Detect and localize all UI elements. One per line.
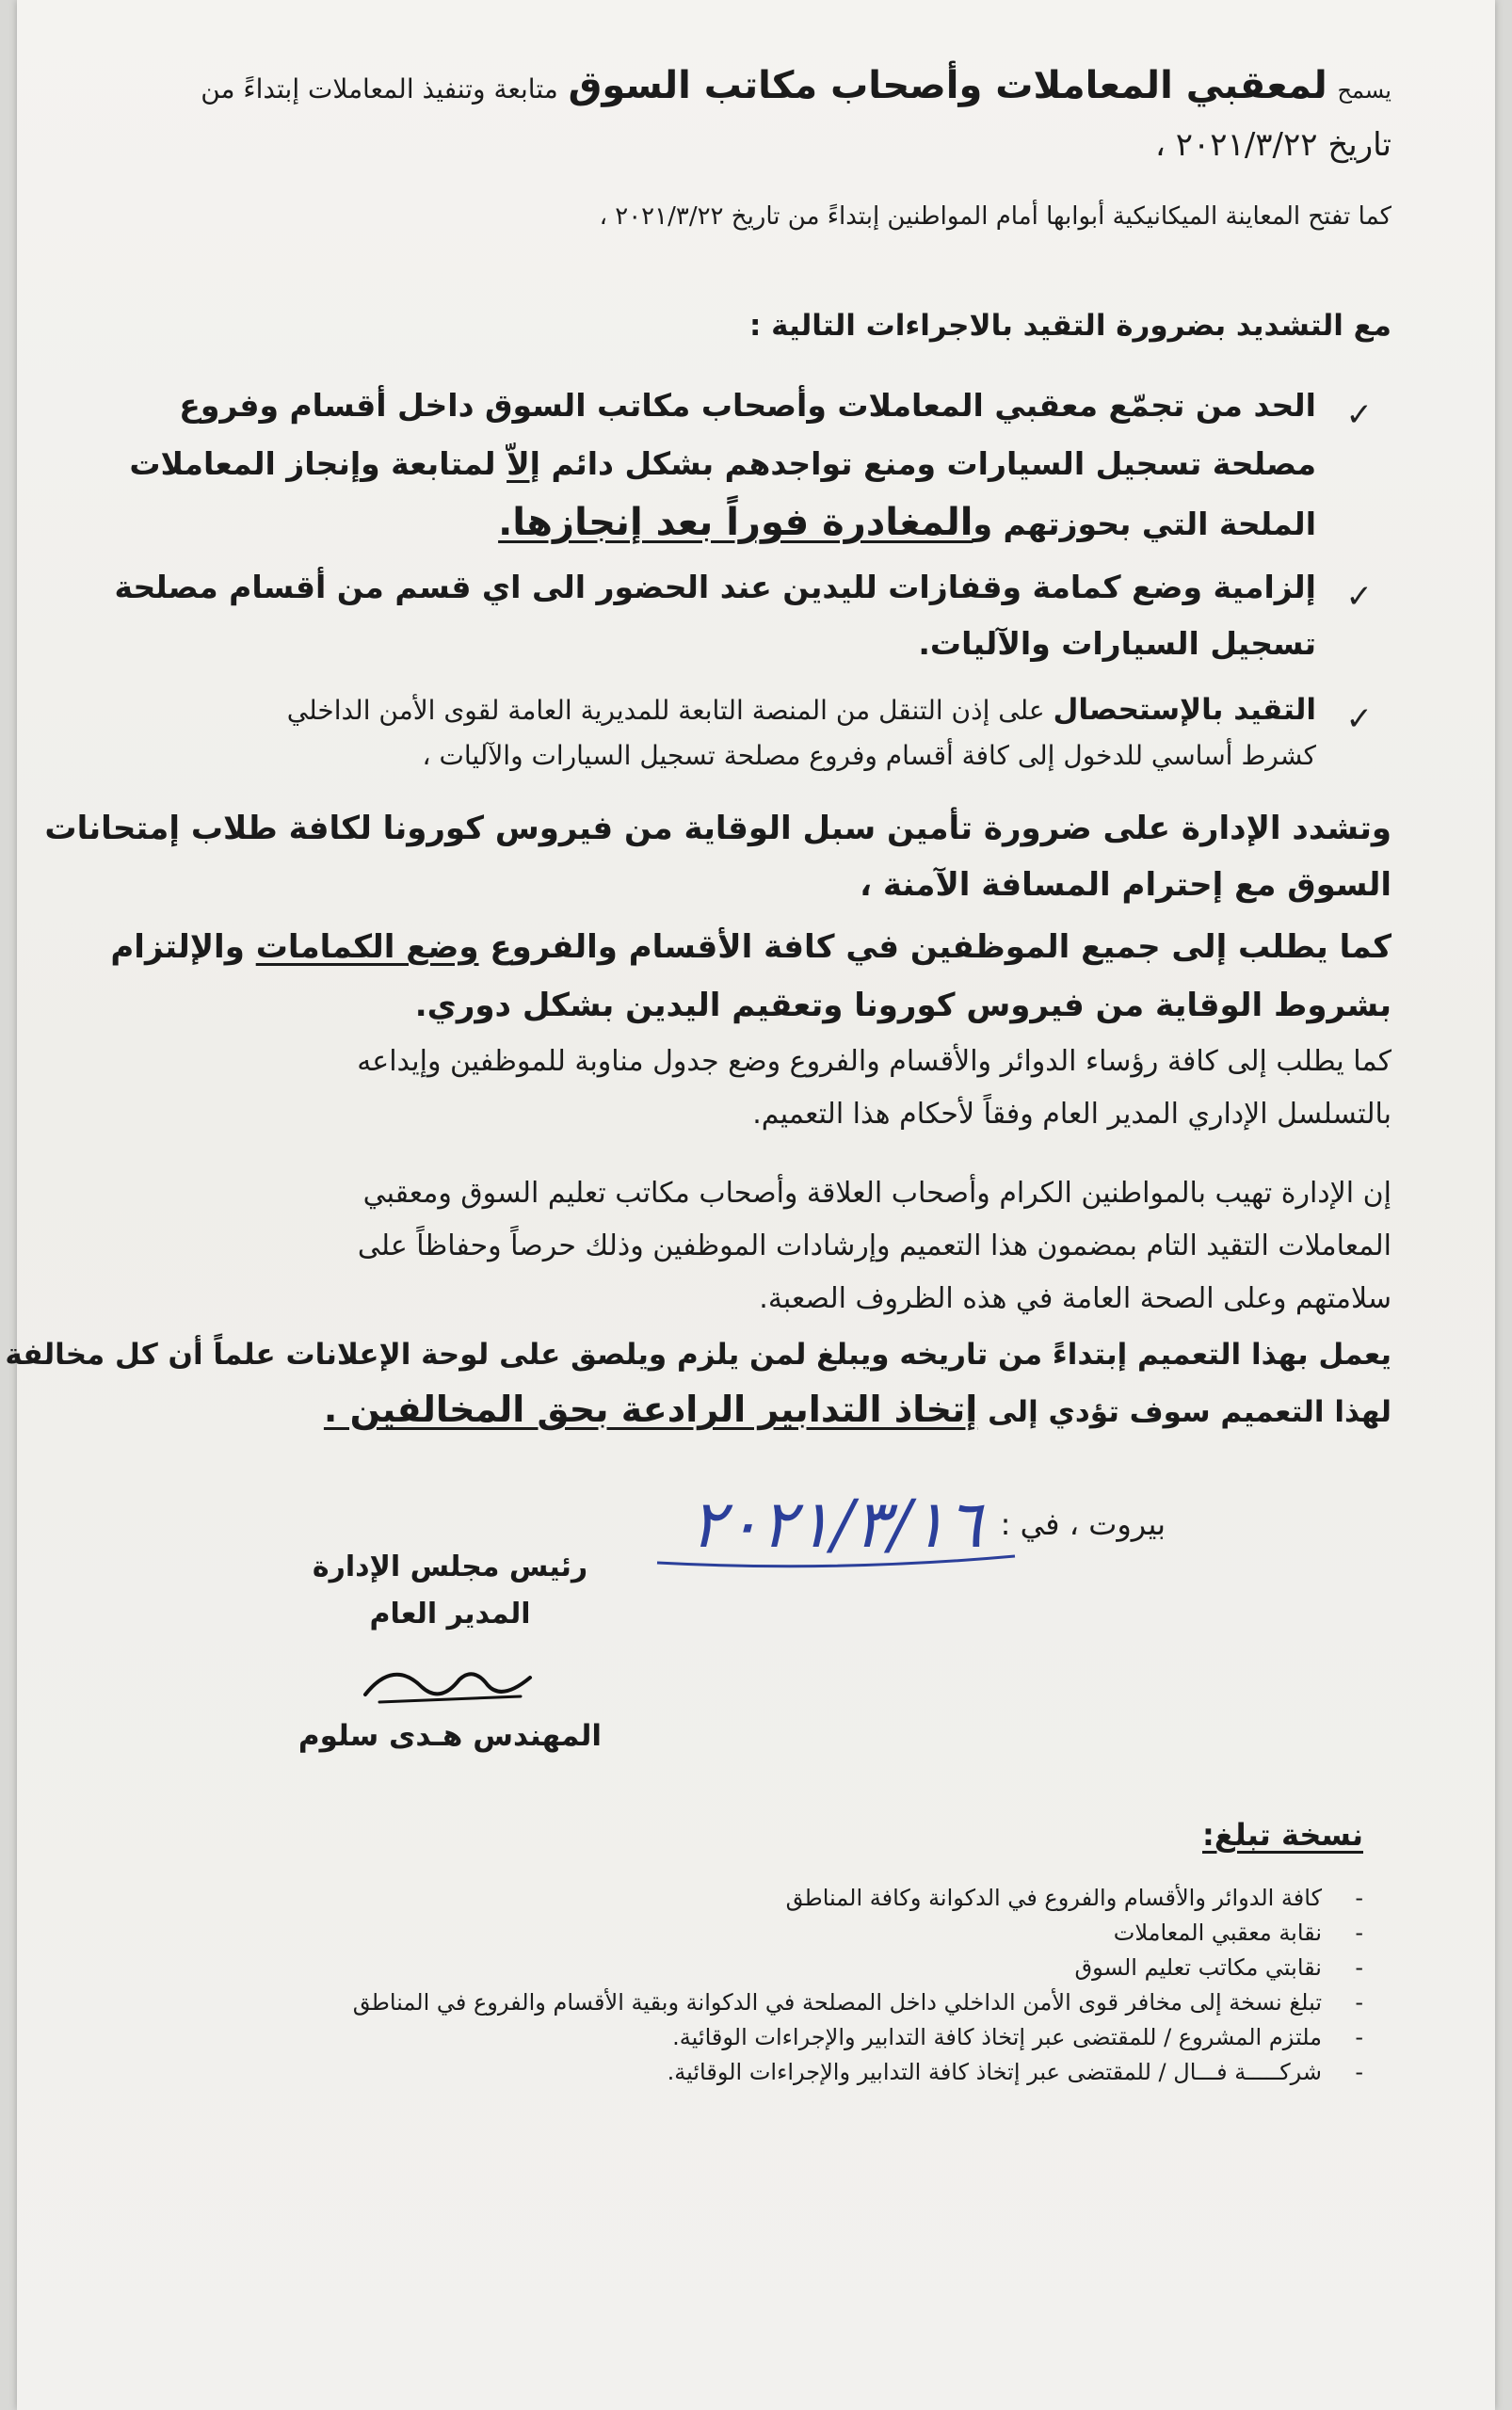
checkmark-icon: ✓ [1345,396,1373,434]
enforcement-paragraph: يعمل بهذا التعميم إبتداءً من تاريخه ويبلغ لمن يلزم ويلصق على لوحة الإعلانات علماً أن كل مخالفة لهذا التعميم سوف تؤدي إلى إتخاذ التدابير الرادعة بحق المخالفين . [5,1338,1391,1430]
svg-text:٢٠٢١/٣/١٦: ٢٠٢١/٣/١٦ [689,1486,983,1563]
intro-line-1: يسمح لمعقبي المعاملات وأصحاب مكاتب السوق متابعة وتنفيذ المعاملات إبتداءً من [201,64,1391,107]
signature-icon [356,1649,544,1715]
procedure-item: ✓ إلزامية وضع كمامة وقفازات لليدين عند الحضور الى اي قسم من أقسام مصلحة تسجيل السيارات والآليات. [114,569,1373,662]
inspection-paragraph: كما تفتح المعاينة الميكانيكية أبوابها أمام المواطنين إبتداءً من تاريخ ٢٠٢١/٣/٢٢ ، [599,202,1391,231]
list-item: - نقابة معقبي المعاملات [1113,1920,1363,1946]
procedures-list [114,377,1373,784]
emphasis-text: إتخاذ التدابير الرادعة بحق المخالفين . [323,1389,978,1430]
checkmark-icon: ✓ [1345,700,1373,738]
list-item: - ملتزم المشروع / للمقتضى عبر إتخاذ كافة التدابير والإجراءات الوقائية. [672,2024,1363,2050]
signer-title: رئيس مجلس الإدارة [312,1550,588,1583]
dateline-place: بيروت ، في : [1000,1506,1166,1542]
appeal-paragraph: إن الإدارة تهيب بالمواطنين الكرام وأصحاب العلاقة وأصحاب مكاتب تعليم السوق ومعقبي المعاملات التقيد التام بمضمون هذا التعميم وإرشادات الموظفين وذلك حرصاً وحفاظاً على سلامتهم وعلى الصحة العامة في هذه الظروف الصعبة. [357,1177,1391,1315]
signer-name: المهندس هـدى سلوم [298,1719,603,1753]
shift-schedule-paragraph: كما يطلب إلى كافة رؤساء الدوائر والأقسام والفروع وضع جدول مناوبة للموظفين وإيداعه بالتسلسل الإداري المدير العام وفقاً لأحكام هذا التعميم. [357,1045,1391,1131]
handwritten-date [648,1473,1024,1577]
document-page [5,0,1495,2410]
checkmark-icon: ✓ [1345,578,1373,616]
emphasis-text: المغادرة فوراً بعد إنجازها. [498,501,973,544]
list-item: - كافة الدوائر والأقسام والفروع في الدكوانة وكافة المناطق [785,1885,1363,1911]
list-item: - تبلغ نسخة إلى مخافر قوى الأمن الداخلي داخل المصلحة في الدكوانة وبقية الأقسام والفروع في المناطق [352,1989,1363,2016]
signer-role: المدير العام [369,1598,531,1631]
intro-paragraph [130,58,1391,172]
list-item: - نقابتي مكاتب تعليم السوق [1074,1954,1363,1981]
procedures-heading: مع التشديد بضرورة التقيد بالاجراءات التالية : [748,309,1391,343]
procedure-item: ✓ التقيد بالإستحصال على إذن التنقل من المنصة التابعة للمديرية العامة لقوى الأمن الداخلي كشرط أساسي للدخول إلى كافة أقسام وفروع مصلحة تسجيل السيارات والآليات ، [286,693,1373,771]
intro-line-2: تاريخ ٢٠٢١/٣/٢٢ ، [1155,126,1391,164]
employees-masks-paragraph: كما يطلب إلى جميع الموظفين في كافة الأقسام والفروع وضع الكمامات والإلتزام بشروط الوقاية من فيروس كورونا وتعقيم اليدين بشكل دوري. [110,928,1391,1024]
copies-heading: نسخة تبلغ: [1202,1817,1363,1853]
list-item: - شركـــــة فـــال / للمقتضى عبر إتخاذ كافة التدابير والإجراءات الوقائية. [667,2059,1363,2085]
procedure-item: ✓ الحد من تجمّع معقبي المعاملات وأصحاب مكاتب السوق داخل أقسام وفروع مصلحة تسجيل السيارات ومنع تواجدهم بشكل دائم إلاّ لمتابعة وإنجاز المعاملات الملحة التي بحوزتهم والمغادرة فوراً بعد إنجازها. [129,387,1373,544]
signature-block [281,1544,619,1753]
copies-list [92,1881,1363,2090]
corona-prevention-paragraph: وتشدد الإدارة على ضرورة تأمين سبل الوقاية من فيروس كورونا لكافة طلاب إمتحانات السوق مع إحترام المسافة الآمنة ، [44,810,1391,904]
